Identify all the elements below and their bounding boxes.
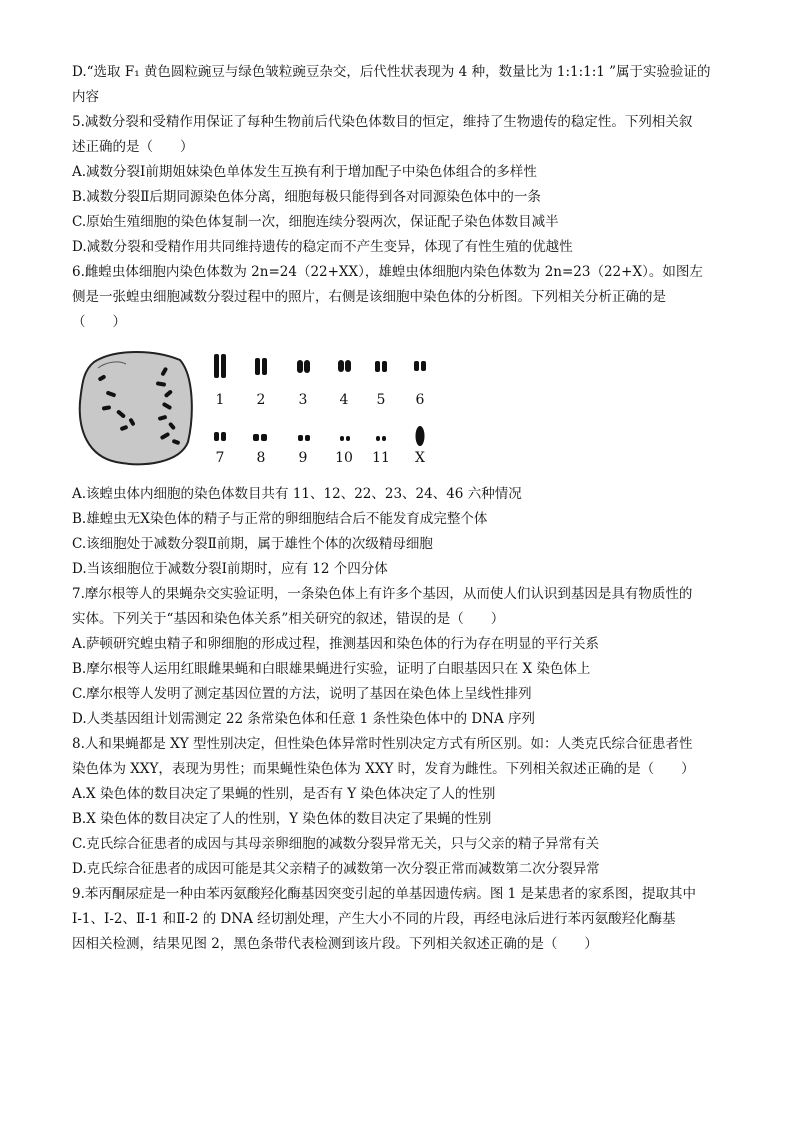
cell-photo <box>76 346 196 468</box>
text-line: 述正确的是（ ） <box>72 139 194 155</box>
chromosome-labels-row-1 <box>216 392 425 408</box>
option-a: A.减数分裂Ⅰ前期姐妹染色单体发生互换有利于增加配子中染色体组合的多样性 <box>72 164 537 180</box>
text-line: Ⅰ-1、Ⅰ-2、Ⅱ-1 和Ⅱ-2 的 DNA 经切割处理，产生大小不同的片段，再经电泳后进行苯丙氨酸羟化酶基 <box>72 911 676 927</box>
question-5-stem: 5.减数分裂和受精作用保证了每种生物前后代染色体数目的恒定，维持了生物遗传的稳定性。下列相关叙 <box>72 114 693 130</box>
chromosome-labels-row-2 <box>216 450 425 466</box>
chromosome-row-1 <box>214 354 426 378</box>
option-a: A.萨顿研究蝗虫精子和卵细胞的形成过程，推测基因和染色体的行为存在明显的平行关系 <box>72 636 600 652</box>
chromosome-figure <box>72 340 452 470</box>
option-d: D.当该细胞位于减数分裂Ⅰ前期时，应有 12 个四分体 <box>72 561 388 577</box>
chromosome-label: 10 <box>335 450 353 466</box>
option-c: C.原始生殖细胞的染色体复制一次，细胞连续分裂两次，保证配子染色体数目减半 <box>72 214 559 230</box>
chromosome-row-2 <box>214 426 425 446</box>
question-9-stem: 9.苯丙酮尿症是一种由苯丙氨酸羟化酶基因突变引起的单基因遗传病。图 1 是某患者的家系图，提取其中 <box>72 886 697 902</box>
chromosome-label: X <box>415 450 425 466</box>
text-line: D.“选取 F₁ 黄色圆粒豌豆与绿色皱粒豌豆杂交，后代性状表现为 4 种，数量比为 1:1:1:1 ”属于实验验证的 <box>72 64 711 80</box>
text-line: 染色体为 XXY，表现为男性；而果蝇性染色体为 XXY 时，发育为雌性。下列相关叙述正确的是（ ） <box>72 761 695 777</box>
option-c: C.克氏综合征患者的成因与其母亲卵细胞的减数分裂异常无关，只与父亲的精子异常有关 <box>72 836 600 852</box>
text-line: 侧是一张蝗虫细胞减数分裂过程中的照片，右侧是该细胞中染色体的分析图。下列相关分析正确的是 <box>72 289 666 305</box>
text-line: 实体。下列关于“基因和染色体关系”相关研究的叙述，错误的是（ ） <box>72 611 505 627</box>
option-a: A.该蝗虫体内细胞的染色体数目共有 11、12、22、23、24、46 六种情况 <box>72 486 522 502</box>
question-7-stem: 7.摩尔根等人的果蝇杂交实验证明，一条染色体上有许多个基因，从而使人们认识到基因是具有物质性的 <box>72 586 693 602</box>
option-d: D.减数分裂和受精作用共同维持遗传的稳定而不产生变异，体现了有性生殖的优越性 <box>72 239 573 255</box>
question-6-stem: 6.雌蝗虫体细胞内染色体数为 2n=24（22+XX），雄蝗虫体细胞内染色体数为 2n=23（22+X）。如图左 <box>72 264 703 280</box>
chromosome-label: 5 <box>376 392 386 408</box>
chromosome-label: 7 <box>215 450 225 466</box>
chromosome-label: 11 <box>372 450 390 466</box>
chromosome-label: 3 <box>298 392 308 408</box>
chromosome-label: 8 <box>256 450 266 466</box>
option-c: C.摩尔根等人发明了测定基因位置的方法，说明了基因在染色体上呈线性排列 <box>72 686 532 702</box>
chromosome-label: 4 <box>339 392 349 408</box>
karyotype-diagram <box>206 340 446 470</box>
text-line: 内容 <box>72 89 99 105</box>
text-line: （ ） <box>72 314 126 330</box>
option-d: D.克氏综合征患者的成因可能是其父亲精子的减数第一次分裂正常而减数第二次分裂异常 <box>72 861 600 877</box>
option-d: D.人类基因组计划需测定 22 条常染色体和任意 1 条性染色体中的 DNA 序列 <box>72 711 536 727</box>
option-a: A.X 染色体的数目决定了果蝇的性别，是否有 Y 染色体决定了人的性别 <box>72 786 496 802</box>
option-b: B.减数分裂Ⅱ后期同源染色体分离，细胞每极只能得到各对同源染色体中的一条 <box>72 189 541 205</box>
option-b: B.摩尔根等人运用红眼雌果蝇和白眼雄果蝇进行实验，证明了白眼基因只在 X 染色体上 <box>72 661 591 677</box>
question-8-stem: 8.人和果蝇都是 XY 型性别决定，但性染色体异常时性别决定方式有所区别。如：人类克氏综合征患者性 <box>72 736 693 752</box>
text-line: 因相关检测，结果见图 2，黑色条带代表检测到该片段。下列相关叙述正确的是（ ） <box>72 936 598 952</box>
chromosome-label: 1 <box>215 392 225 408</box>
chromosome-label: 2 <box>256 392 266 408</box>
option-b: B.雄蝗虫无X染色体的精子与正常的卵细胞结合后不能发育成完整个体 <box>72 511 488 527</box>
chromosome-label: 9 <box>298 450 308 466</box>
option-b: B.X 染色体的数目决定了人的性别，Y 染色体的数目决定了果蝇的性别 <box>72 811 492 827</box>
chromosome-label: 6 <box>415 392 425 408</box>
option-c: C.该细胞处于减数分裂Ⅱ前期，属于雄性个体的次级精母细胞 <box>72 536 433 552</box>
